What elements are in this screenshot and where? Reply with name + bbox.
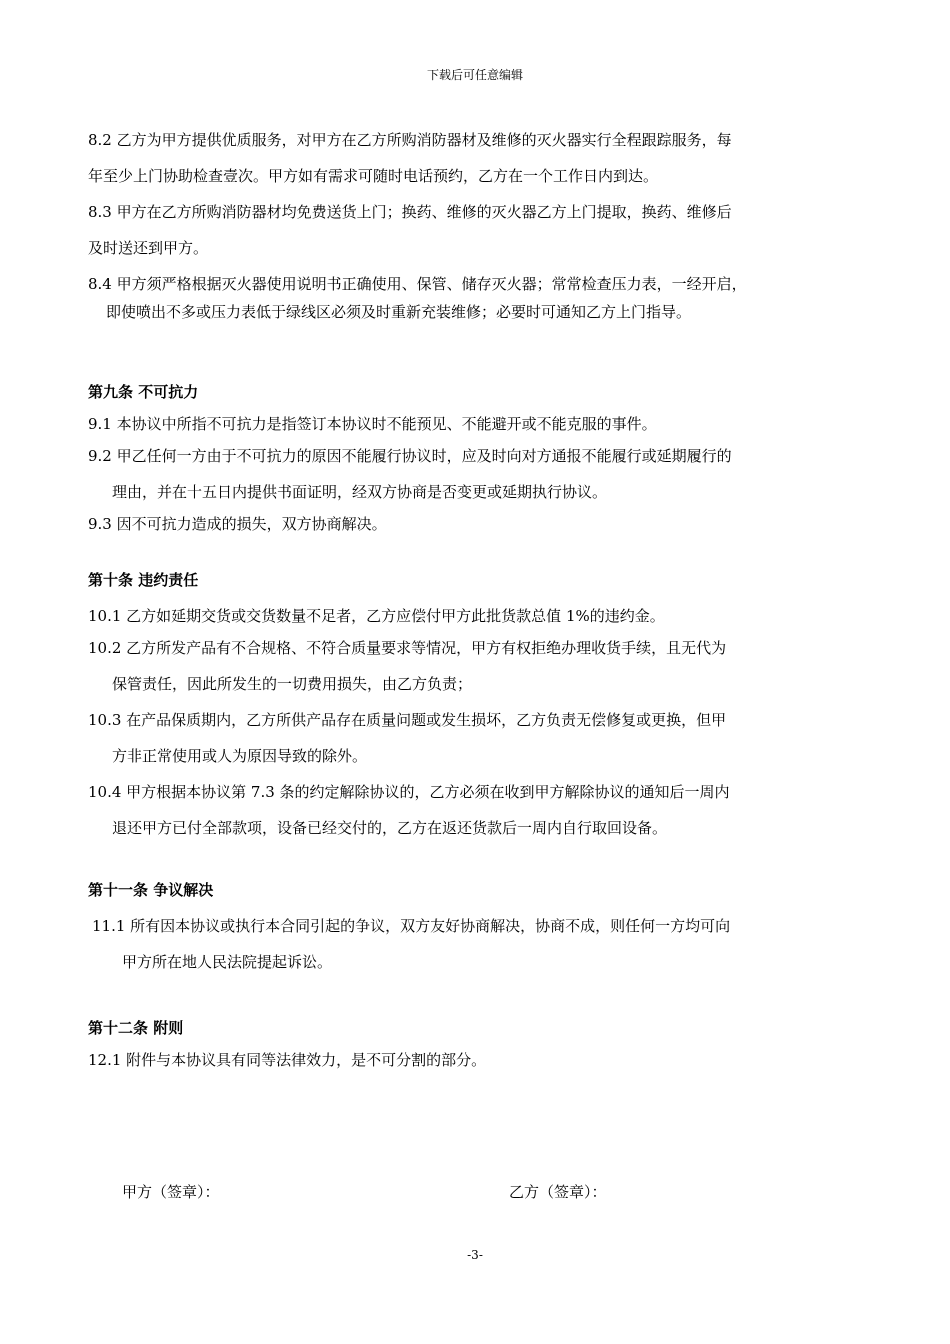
clause-10-3-line-2: 方非正常使用或人为原因导致的除外。 [112, 747, 368, 765]
clause-11-1-line-1: 11.1 所有因本协议或执行本合同引起的争议，双方友好协商解决，协商不成，则任何一方均可向 [92, 917, 731, 935]
clause-9-1: 9.1 本协议中所指不可抗力是指签订本协议时不能预见、不能避开或不能克服的事件。 [88, 415, 657, 433]
clause-8-2-line-2: 年至少上门协助检查壹次。甲方如有需求可随时电话预约，乙方在一个工作日内到达。 [88, 167, 659, 185]
clause-10-1: 10.1 乙方如延期交货或交货数量不足者，乙方应偿付甲方此批货款总值 1%的违约金。 [88, 607, 665, 625]
section-10-title: 第十条 违约责任 [88, 571, 199, 589]
clause-11-1-line-2: 甲方所在地人民法院提起诉讼。 [122, 953, 333, 971]
spacer [88, 846, 868, 876]
clause-10-4-line-2: 退还甲方已付全部款项，设备已经交付的，乙方在返还货款后一周内自行取回设备。 [112, 819, 668, 837]
document-body [88, 122, 868, 1074]
clause-9-2-line-2: 理由，并在十五日内提供书面证明，经双方协商是否变更或延期执行协议。 [112, 483, 608, 501]
clause-9-2-line-1: 9.2 甲乙任何一方由于不可抗力的原因不能履行协议时，应及时向对方通报不能履行或延期履行的 [88, 447, 732, 465]
clause-10-2-line-2: 保管责任，因此所发生的一切费用损失，由乙方负责； [112, 675, 473, 693]
spacer [88, 326, 868, 378]
spacer [88, 538, 868, 566]
clause-9-3: 9.3 因不可抗力造成的损失，双方协商解决。 [88, 515, 387, 533]
clause-8-3-line-2: 及时送还到甲方。 [88, 239, 209, 257]
clause-8-2-line-1: 8.2 乙方为甲方提供优质服务，对甲方在乙方所购消防器材及维修的灭火器实行全程跟踪服务，每 [88, 131, 732, 149]
clause-10-4-line-1: 10.4 甲方根据本协议第 7.3 条的约定解除协议的，乙方必须在收到甲方解除协议的通知后一周内 [88, 783, 730, 801]
section-11-title: 第十一条 争议解决 [88, 881, 214, 899]
clause-10-2-line-1: 10.2 乙方所发产品有不合规格、不符合质量要求等情况，甲方有权拒绝办理收货手续，且无代为 [88, 639, 727, 657]
section-9-title: 第九条 不可抗力 [88, 383, 199, 401]
clause-8-4-line-1: 8.4 甲方须严格根据灭火器使用说明书正确使用、保管、储存灭火器；常常检查压力表，一经开启， [88, 275, 747, 293]
clause-8-3-line-1: 8.3 甲方在乙方所购消防器材均免费送货上门；换药、维修的灭火器乙方上门提取，换药、维修后 [88, 203, 732, 221]
party-a-signature-label: 甲方（签章）： [122, 1183, 220, 1201]
section-12-title: 第十二条 附则 [88, 1019, 184, 1037]
spacer [88, 980, 868, 1014]
clause-12-1: 12.1 附件与本协议具有同等法律效力，是不可分割的部分。 [88, 1051, 487, 1069]
clause-8-4-line-2: 即使喷出不多或压力表低于绿线区必须及时重新充装维修；必要时可通知乙方上门指导。 [106, 303, 692, 321]
party-b-signature-label: 乙方（签章）： [509, 1183, 607, 1201]
page-number: -3- [467, 1248, 483, 1262]
page-header-note: 下载后可任意编辑 [426, 68, 523, 82]
clause-10-3-line-1: 10.3 在产品保质期内，乙方所供产品存在质量问题或发生损坏，乙方负责无偿修复或更换，但甲 [88, 711, 727, 729]
